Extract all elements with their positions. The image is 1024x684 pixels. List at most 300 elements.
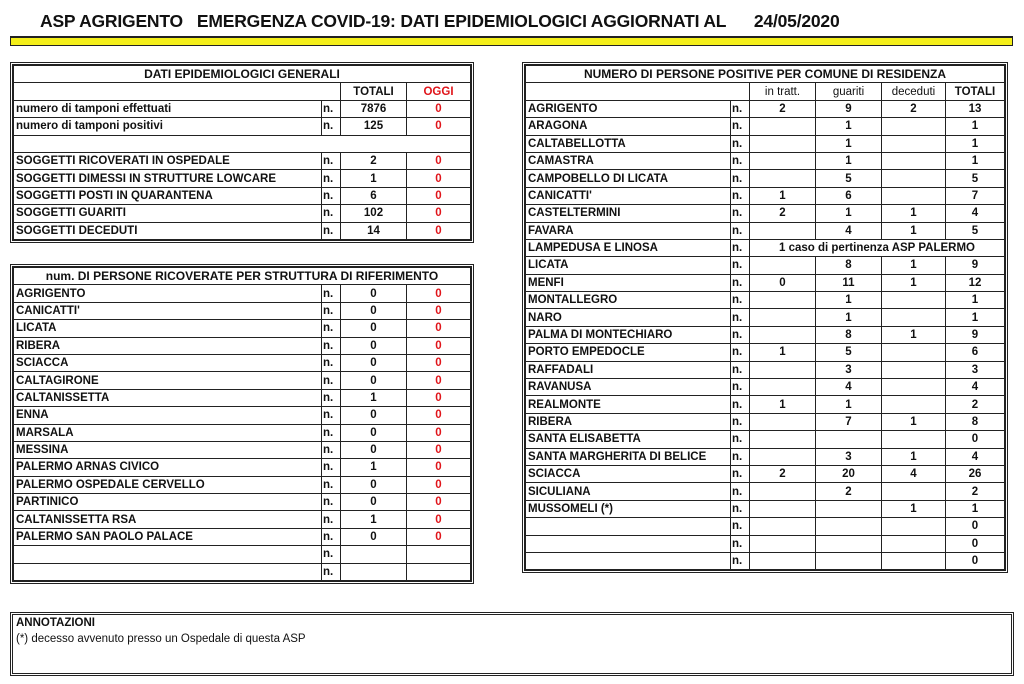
oggi-cell: 0 [407,320,471,337]
totali-cell: 6 [946,344,1005,361]
totali-cell: 9 [946,326,1005,343]
oggi-cell: 0 [407,354,471,371]
totali-cell: 13 [946,100,1005,117]
guariti-cell: 1 [816,118,882,135]
totali-cell: 4 [946,448,1005,465]
totali-cell: 0 [341,424,407,441]
comune-label: MONTALLEGRO [526,292,731,309]
totali-cell: 1 [946,500,1005,517]
table-row [526,187,1005,204]
deceduti-cell [882,170,946,187]
totali-cell: 0 [341,354,407,371]
totali-cell: 0 [341,320,407,337]
oggi-cell: 0 [407,302,471,319]
in-tratt-cell: 0 [750,274,816,291]
row-label: PALERMO ARNAS CIVICO [14,459,322,476]
comune-label: MUSSOMELI (*) [526,500,731,517]
totali-cell: 5 [946,170,1005,187]
unit-cell: n. [731,448,750,465]
table-row [14,494,471,511]
totali-cell: 1 [946,292,1005,309]
row-label: ENNA [14,407,322,424]
unit-cell: n. [731,413,750,430]
row-label: PALERMO SAN PAOLO PALACE [14,528,322,545]
row-label: numero di tamponi positivi [14,118,322,135]
annotations-box [10,612,1014,676]
unit-cell: n. [731,292,750,309]
in-tratt-cell [750,257,816,274]
totali-cell: 8 [946,413,1005,430]
col-oggi: OGGI [407,83,471,100]
totali-cell: 0 [946,518,1005,535]
totali-cell: 6 [341,187,407,204]
table-row [526,205,1005,222]
deceduti-cell [882,552,946,569]
unit-cell: n. [322,459,341,476]
table-row [526,413,1005,430]
table-row [526,135,1005,152]
guariti-cell: 5 [816,344,882,361]
totali-cell: 2 [341,152,407,169]
comune-label [526,535,731,552]
comune-label [526,552,731,569]
totali-cell: 0 [946,431,1005,448]
comune-label: CASTELTERMINI [526,205,731,222]
deceduti-cell [882,379,946,396]
table-row [14,389,471,406]
row-label: SOGGETTI DECEDUTI [14,222,322,239]
table-row [526,448,1005,465]
deceduti-cell [882,118,946,135]
table-row [14,337,471,354]
table-row [14,170,471,187]
in-tratt-cell [750,326,816,343]
col-totali: TOTALI [341,83,407,100]
table-row [14,187,471,204]
totali-cell [341,563,407,580]
table-row [14,441,471,458]
in-tratt-cell [750,135,816,152]
deceduti-cell [882,344,946,361]
table-row [14,285,471,302]
in-tratt-cell [750,292,816,309]
guariti-cell: 2 [816,483,882,500]
unit-cell: n. [731,135,750,152]
table-row [526,361,1005,378]
totali-cell: 0 [341,302,407,319]
unit-cell: n. [322,389,341,406]
totali-cell: 7 [946,187,1005,204]
in-tratt-cell: 1 [750,344,816,361]
deceduti-cell: 1 [882,222,946,239]
totali-cell: 4 [946,205,1005,222]
oggi-cell: 0 [407,285,471,302]
unit-cell: n. [322,354,341,371]
deceduti-cell [882,309,946,326]
in-tratt-cell [750,552,816,569]
guariti-cell: 20 [816,465,882,482]
oggi-cell: 0 [407,205,471,222]
unit-cell: n. [322,100,341,117]
oggi-cell: 0 [407,494,471,511]
in-tratt-cell [750,431,816,448]
totali-cell: 0 [341,337,407,354]
guariti-cell: 4 [816,222,882,239]
unit-cell: n. [731,274,750,291]
oggi-cell: 0 [407,222,471,239]
unit-cell: n. [731,361,750,378]
unit-cell: n. [731,257,750,274]
row-label: SOGGETTI POSTI IN QUARANTENA [14,187,322,204]
table-title: NUMERO DI PERSONE POSITIVE PER COMUNE DI RESIDENZA [526,66,1005,83]
table-row [14,407,471,424]
guariti-cell: 8 [816,326,882,343]
table-row [526,535,1005,552]
totali-cell: 102 [341,205,407,222]
row-label: CANICATTI' [14,302,322,319]
row-label [14,546,322,563]
comune-label: PORTO EMPEDOCLE [526,344,731,361]
annotations-title: ANNOTAZIONI [16,617,96,629]
table-row [526,309,1005,326]
guariti-cell: 3 [816,448,882,465]
table-row [14,222,471,239]
guariti-cell: 1 [816,309,882,326]
totali-cell [341,546,407,563]
unit-cell: n. [731,100,750,117]
deceduti-cell [882,361,946,378]
row-label: CALTANISSETTA RSA [14,511,322,528]
row-label: SCIACCA [14,354,322,371]
unit-cell: n. [731,170,750,187]
col-deceduti: deceduti [882,83,946,100]
totali-cell: 4 [946,379,1005,396]
table-row [526,344,1005,361]
guariti-cell: 11 [816,274,882,291]
yellow-divider [10,36,1013,46]
unit-cell: n. [322,372,341,389]
in-tratt-cell [750,413,816,430]
comune-label: ARAGONA [526,118,731,135]
oggi-cell [407,563,471,580]
page-title: ASP AGRIGENTO EMERGENZA COVID-19: DATI EPIDEMIOLOGICI AGGIORNATI AL 24/05/2020 [40,11,840,31]
in-tratt-cell [750,309,816,326]
unit-cell: n. [322,170,341,187]
row-label: PALERMO OSPEDALE CERVELLO [14,476,322,493]
unit-cell: n. [322,320,341,337]
row-label: SOGGETTI RICOVERATI IN OSPEDALE [14,152,322,169]
deceduti-cell: 1 [882,413,946,430]
totali-cell: 2 [946,396,1005,413]
table-row [14,459,471,476]
unit-cell: n. [731,535,750,552]
deceduti-cell [882,483,946,500]
comuni-table [522,62,1008,573]
in-tratt-cell [750,152,816,169]
general-data-table [10,62,474,243]
table-row [526,483,1005,500]
totali-cell: 0 [341,494,407,511]
table-row [526,152,1005,169]
table-row [526,274,1005,291]
deceduti-cell: 1 [882,500,946,517]
unit-cell: n. [322,222,341,239]
deceduti-cell: 1 [882,205,946,222]
table-row [526,100,1005,117]
guariti-cell: 1 [816,135,882,152]
comune-label: RAFFADALI [526,361,731,378]
guariti-cell: 4 [816,379,882,396]
guariti-cell: 6 [816,187,882,204]
comune-label: LAMPEDUSA E LINOSA [526,239,731,256]
deceduti-cell: 1 [882,257,946,274]
table-row [14,424,471,441]
deceduti-cell [882,396,946,413]
row-label: CALTAGIRONE [14,372,322,389]
unit-cell: n. [731,309,750,326]
row-label: MARSALA [14,424,322,441]
in-tratt-cell [750,170,816,187]
unit-cell: n. [322,152,341,169]
totali-cell: 12 [946,274,1005,291]
comune-label: REALMONTE [526,396,731,413]
unit-cell: n. [731,205,750,222]
row-label: LICATA [14,320,322,337]
comune-label: SANTA ELISABETTA [526,431,731,448]
unit-cell: n. [731,396,750,413]
comune-label: PALMA DI MONTECHIARO [526,326,731,343]
table-row [526,431,1005,448]
table-row [14,118,471,135]
totali-cell: 1 [946,309,1005,326]
annotations-text: (*) decesso avvenuto presso un Ospedale di questa ASP [16,633,306,645]
guariti-cell: 1 [816,396,882,413]
unit-cell: n. [731,152,750,169]
comune-label: SICULIANA [526,483,731,500]
comune-label: SCIACCA [526,465,731,482]
totali-cell: 14 [341,222,407,239]
totali-cell: 1 [341,459,407,476]
deceduti-cell [882,535,946,552]
table-title: DATI EPIDEMIOLOGICI GENERALI [14,66,471,83]
unit-cell: n. [731,518,750,535]
unit-cell: n. [731,465,750,482]
oggi-cell: 0 [407,459,471,476]
col-totali: TOTALI [946,83,1005,100]
unit-cell: n. [322,494,341,511]
unit-cell: n. [322,546,341,563]
guariti-cell [816,552,882,569]
table-row [526,292,1005,309]
oggi-cell: 0 [407,511,471,528]
comune-label: RIBERA [526,413,731,430]
totali-cell: 2 [946,483,1005,500]
totali-cell: 1 [946,152,1005,169]
unit-cell: n. [322,302,341,319]
totali-cell: 0 [341,528,407,545]
unit-cell: n. [322,118,341,135]
row-label: numero di tamponi effettuati [14,100,322,117]
comune-label: LICATA [526,257,731,274]
comune-label: CANICATTI' [526,187,731,204]
col-in-tratt: in tratt. [750,83,816,100]
oggi-cell: 0 [407,424,471,441]
comune-label: NARO [526,309,731,326]
totali-cell: 7876 [341,100,407,117]
in-tratt-cell: 2 [750,465,816,482]
totali-cell: 3 [946,361,1005,378]
table-row [14,320,471,337]
table-row [526,326,1005,343]
unit-cell: n. [731,552,750,569]
unit-cell: n. [731,500,750,517]
deceduti-cell: 1 [882,326,946,343]
guariti-cell: 5 [816,170,882,187]
table-title: num. DI PERSONE RICOVERATE PER STRUTTURA DI RIFERIMENTO [14,268,471,285]
totali-cell: 1 [341,511,407,528]
row-label: SOGGETTI GUARITI [14,205,322,222]
unit-cell: n. [731,326,750,343]
deceduti-cell: 2 [882,100,946,117]
guariti-cell [816,535,882,552]
comune-label: SANTA MARGHERITA DI BELICE [526,448,731,465]
unit-cell: n. [322,285,341,302]
table-row [526,257,1005,274]
oggi-cell: 0 [407,441,471,458]
oggi-cell: 0 [407,187,471,204]
in-tratt-cell [750,361,816,378]
in-tratt-cell [750,222,816,239]
table-row [526,465,1005,482]
guariti-cell: 8 [816,257,882,274]
guariti-cell: 1 [816,205,882,222]
table-row [14,528,471,545]
table-row [526,118,1005,135]
totali-cell: 0 [341,285,407,302]
unit-cell: n. [731,239,750,256]
in-tratt-cell [750,535,816,552]
in-tratt-cell [750,448,816,465]
table-row [526,170,1005,187]
totali-cell: 0 [946,535,1005,552]
guariti-cell: 1 [816,152,882,169]
comune-label: FAVARA [526,222,731,239]
guariti-cell [816,500,882,517]
in-tratt-cell [750,518,816,535]
unit-cell: n. [731,379,750,396]
deceduti-cell: 1 [882,274,946,291]
table-row [526,379,1005,396]
deceduti-cell [882,431,946,448]
comune-label: MENFI [526,274,731,291]
oggi-cell: 0 [407,372,471,389]
totali-cell: 0 [946,552,1005,569]
row-label: PARTINICO [14,494,322,511]
col-guariti: guariti [816,83,882,100]
totali-cell: 0 [341,441,407,458]
unit-cell: n. [322,476,341,493]
totali-cell: 1 [946,135,1005,152]
in-tratt-cell: 2 [750,205,816,222]
table-row [14,205,471,222]
totali-cell: 1 [341,170,407,187]
table-row [14,511,471,528]
table-row [14,302,471,319]
unit-cell: n. [322,424,341,441]
totali-cell: 26 [946,465,1005,482]
oggi-cell: 0 [407,118,471,135]
table-row [14,372,471,389]
table-row [14,354,471,371]
oggi-cell: 0 [407,170,471,187]
table-row [526,239,1005,256]
unit-cell: n. [322,511,341,528]
guariti-cell [816,431,882,448]
comune-label [526,518,731,535]
in-tratt-cell [750,379,816,396]
table-row [526,500,1005,517]
guariti-cell: 7 [816,413,882,430]
totali-cell: 0 [341,476,407,493]
oggi-cell: 0 [407,100,471,117]
deceduti-cell [882,292,946,309]
row-label: SOGGETTI DIMESSI IN STRUTTURE LOWCARE [14,170,322,187]
row-label: RIBERA [14,337,322,354]
row-label: AGRIGENTO [14,285,322,302]
deceduti-cell [882,518,946,535]
in-tratt-cell: 2 [750,100,816,117]
comune-label: AGRIGENTO [526,100,731,117]
row-label [14,563,322,580]
unit-cell: n. [322,337,341,354]
table-row [526,222,1005,239]
deceduti-cell [882,187,946,204]
table-row [14,546,471,563]
blank-cell [14,135,471,152]
table-row [526,552,1005,569]
oggi-cell: 0 [407,528,471,545]
row-label: CALTANISSETTA [14,389,322,406]
unit-cell: n. [322,187,341,204]
guariti-cell: 1 [816,292,882,309]
unit-cell: n. [322,407,341,424]
guariti-cell: 9 [816,100,882,117]
totali-cell: 1 [341,389,407,406]
comune-label: CAMASTRA [526,152,731,169]
guariti-cell [816,518,882,535]
table-row [526,396,1005,413]
totali-cell: 0 [341,372,407,389]
unit-cell: n. [731,222,750,239]
table-row [14,135,471,152]
comune-label: CALTABELLOTTA [526,135,731,152]
hospital-table [10,264,474,584]
oggi-cell [407,546,471,563]
oggi-cell: 0 [407,476,471,493]
unit-cell: n. [731,483,750,500]
oggi-cell: 0 [407,337,471,354]
deceduti-cell [882,135,946,152]
unit-cell: n. [322,441,341,458]
comune-label: RAVANUSA [526,379,731,396]
oggi-cell: 0 [407,407,471,424]
table-row [526,518,1005,535]
totali-cell: 0 [341,407,407,424]
comune-label: CAMPOBELLO DI LICATA [526,170,731,187]
unit-cell: n. [731,344,750,361]
unit-cell: n. [731,431,750,448]
totali-cell: 9 [946,257,1005,274]
